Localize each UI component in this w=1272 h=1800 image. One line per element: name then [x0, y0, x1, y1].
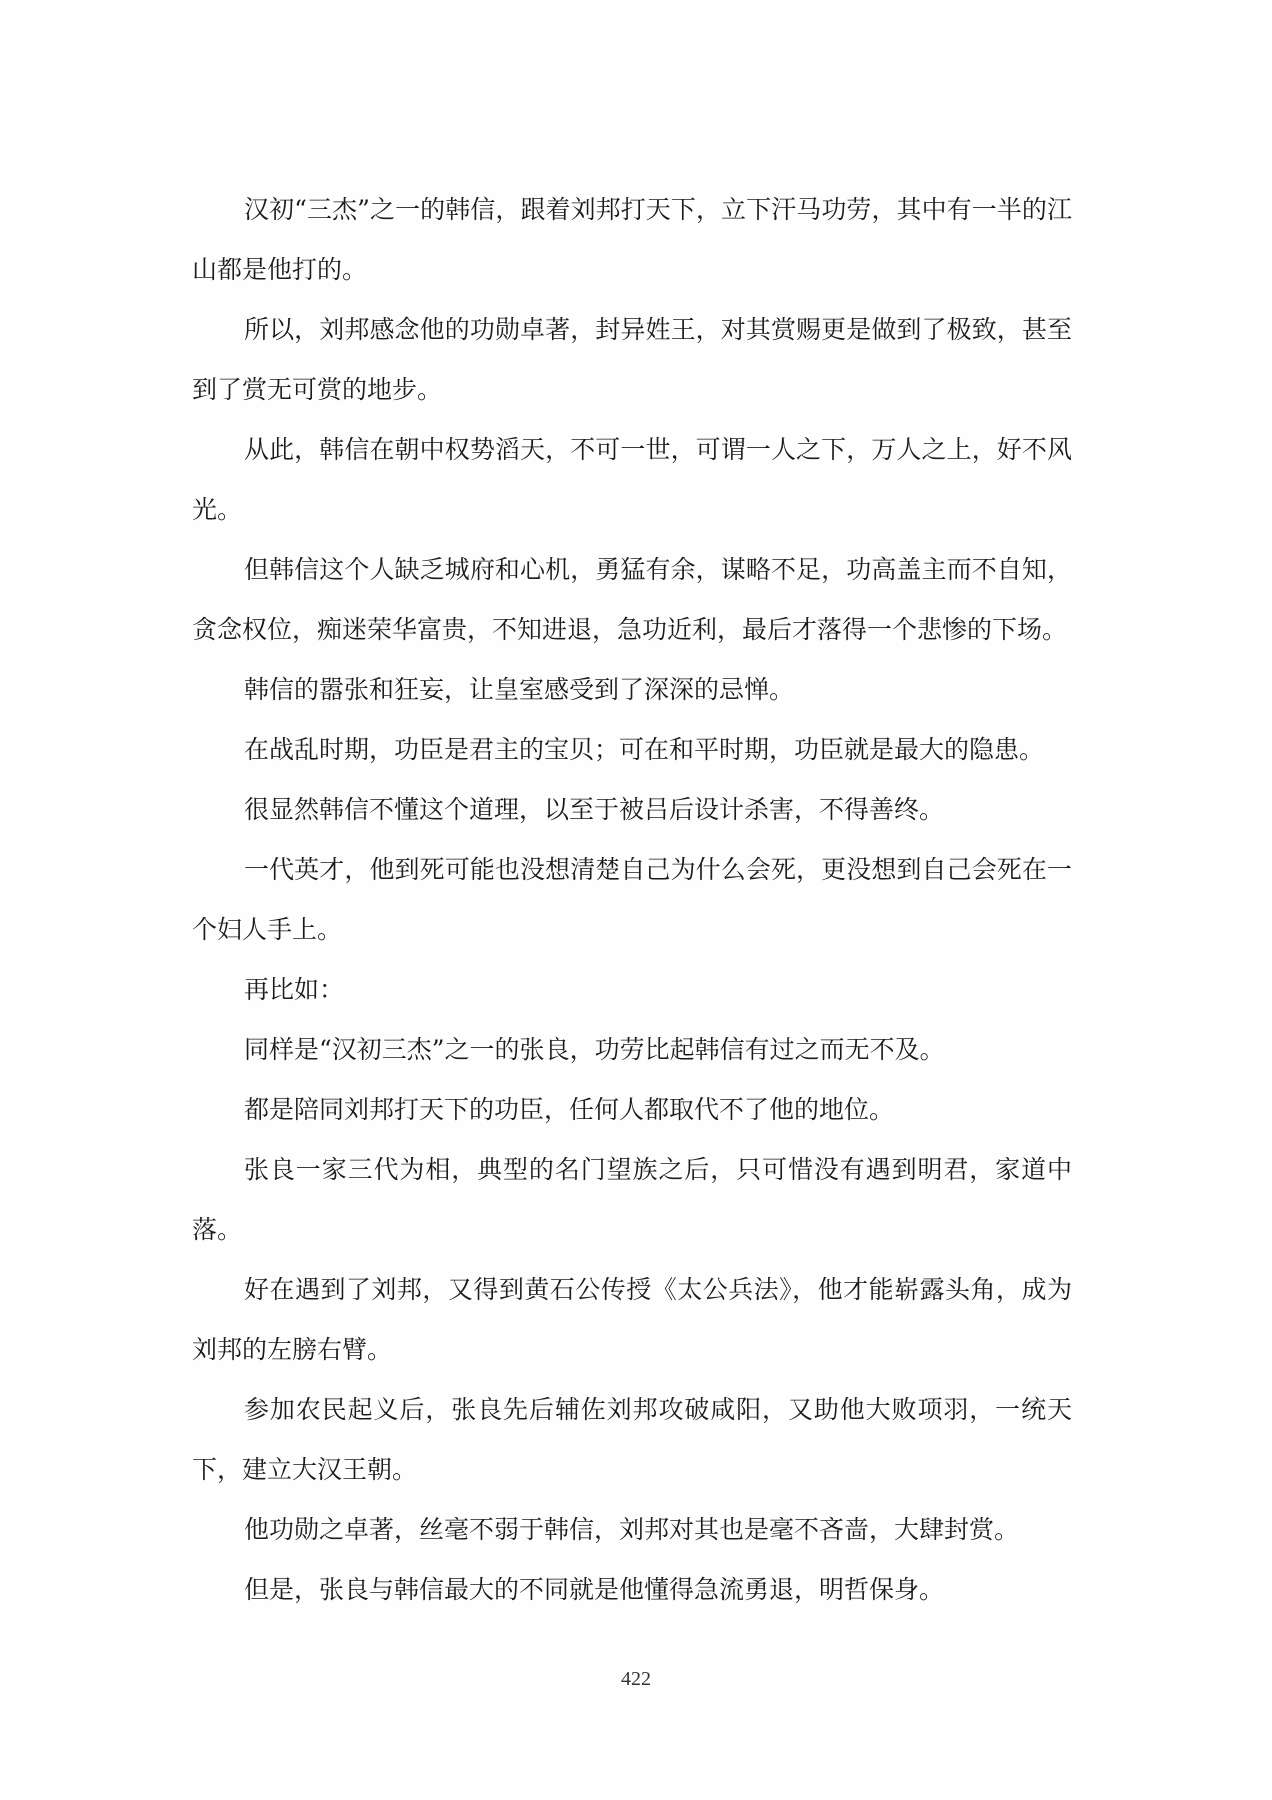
- paragraph-1: 汉初“三杰”之一的韩信，跟着刘邦打天下，立下汗马功劳，其中有一半的江山都是他打的。: [192, 195, 1072, 284]
- paragraph-16: 但是，张良与韩信最大的不同就是他懂得急流勇退，明哲保身。: [244, 1575, 945, 1604]
- paragraph-12: 张良一家三代为相，典型的名门望族之后，只可惜没有遇到明君，家道中落。: [192, 1155, 1072, 1244]
- paragraph-7: 很显然韩信不懂这个道理，以至于被吕后设计杀害，不得善终。: [244, 795, 945, 824]
- paragraph-6: 在战乱时期，功臣是君主的宝贝；可在和平时期，功臣就是最大的隐患。: [244, 735, 1045, 764]
- paragraph-15: 他功勋之卓著，丝毫不弱于韩信，刘邦对其也是毫不吝啬，大肆封赏。: [244, 1515, 1020, 1544]
- paragraph-4: 但韩信这个人缺乏城府和心机，勇猛有余，谋略不足，功高盖主而不自知，贪念权位，痴迷荣华富贵，不知进退，急功近利，最后才落得一个悲惨的下场。: [192, 555, 1072, 644]
- page-number: 422: [621, 1668, 651, 1690]
- paragraph-11: 都是陪同刘邦打天下的功臣，任何人都取代不了他的地位。: [244, 1095, 895, 1124]
- paragraph-8: 一代英才，他到死可能也没想清楚自己为什么会死，更没想到自己会死在一个妇人手上。: [192, 855, 1072, 944]
- paragraph-9: 再比如：: [244, 975, 345, 1004]
- paragraph-2: 所以，刘邦感念他的功勋卓著，封异姓王，对其赏赐更是做到了极致，甚至到了赏无可赏的地步。: [192, 315, 1072, 404]
- paragraph-14: 参加农民起义后，张良先后辅佐刘邦攻破咸阳，又助他大败项羽，一统天下，建立大汉王朝。: [192, 1395, 1072, 1484]
- paragraph-5: 韩信的嚣张和狂妄，让皇室感受到了深深的忌惮。: [244, 675, 795, 704]
- body-text: [192, 180, 1072, 1620]
- paragraph-3: 从此，韩信在朝中权势滔天，不可一世，可谓一人之下，万人之上，好不风光。: [192, 435, 1072, 524]
- paragraph-13: 好在遇到了刘邦，又得到黄石公传授《太公兵法》，他才能崭露头角，成为刘邦的左膀右臂。: [192, 1275, 1072, 1364]
- paragraph-10: 同样是“汉初三杰”之一的张良，功劳比起韩信有过之而无不及。: [244, 1035, 945, 1064]
